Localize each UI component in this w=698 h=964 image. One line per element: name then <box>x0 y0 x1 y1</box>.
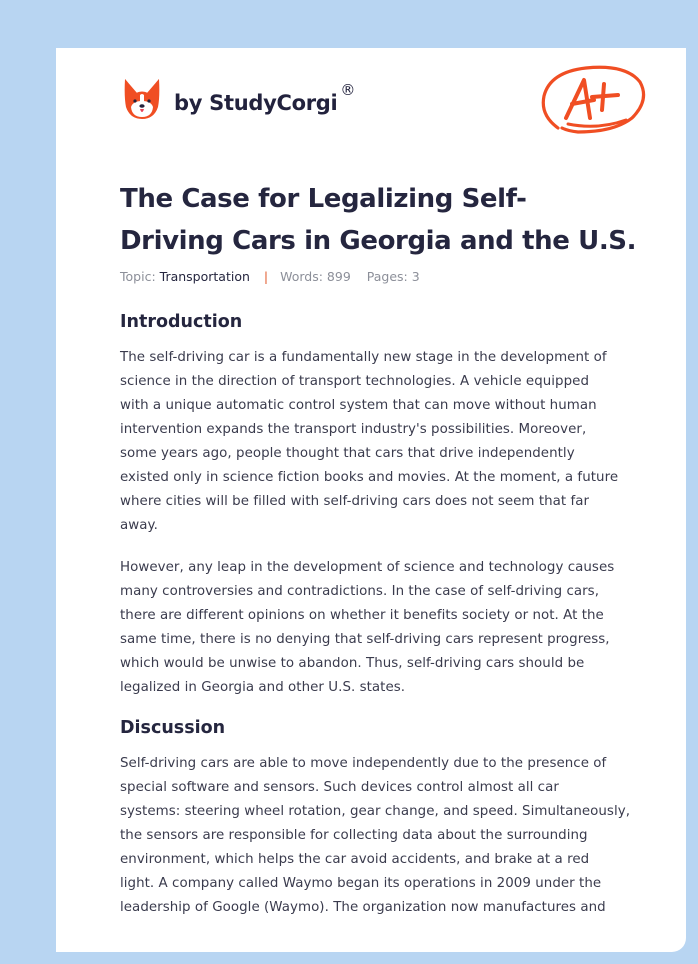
section-heading-discussion: Discussion <box>120 718 226 738</box>
word-count: Words: 899 <box>280 269 351 284</box>
title-line: The Case for Legalizing Self- <box>120 184 527 214</box>
paragraph <box>120 556 640 700</box>
section-heading-introduction: Introduction <box>120 312 243 332</box>
text-line: light. A company called Waymo began its operations in 2009 under the <box>120 876 602 891</box>
document-body <box>120 310 640 920</box>
text-line: many controversies and contradictions. In the case of self-driving cars, <box>120 584 600 599</box>
text-line: special software and sensors. Such devices control almost all car <box>120 780 559 795</box>
text-line: existed only in science fiction books and movies. At the moment, a future <box>120 470 619 485</box>
document-title <box>120 178 660 262</box>
document-card <box>56 48 686 952</box>
corgi-face-icon <box>122 77 162 121</box>
topic-link[interactable]: Transportation <box>159 269 250 284</box>
text-line: legalized in Georgia and other U.S. states. <box>120 680 406 695</box>
a-plus-grade-icon <box>538 60 648 140</box>
text-line: where cities will be filled with self-driving cars does not seem that far <box>120 494 590 509</box>
meta-separator: | <box>263 269 269 284</box>
document-meta <box>120 269 420 284</box>
text-line: environment, which helps the car avoid accidents, and brake at a red <box>120 852 590 867</box>
text-line: The self-driving car is a fundamentally new stage in the development of <box>120 350 607 365</box>
text-line: there are different opinions on whether it benefits society or not. At the <box>120 608 604 623</box>
studycorgi-logo[interactable] <box>122 76 355 122</box>
text-line: Self-driving cars are able to move independently due to the presence of <box>120 756 607 771</box>
paragraph <box>120 346 640 538</box>
text-line: systems: steering wheel rotation, gear change, and speed. Simultaneously, <box>120 804 631 819</box>
text-line: However, any leap in the development of science and technology causes <box>120 560 615 575</box>
registered-mark: ® <box>340 81 356 99</box>
topic-label: Topic: <box>120 269 156 284</box>
text-line: which would be unwise to abandon. Thus, self-driving cars should be <box>120 656 585 671</box>
title-line: Driving Cars in Georgia and the U.S. <box>120 226 637 256</box>
text-line: intervention expands the transport industry's possibilities. Moreover, <box>120 422 587 437</box>
text-line: away. <box>120 518 158 533</box>
brand-name: by StudyCorgi <box>174 91 338 115</box>
page-count: Pages: 3 <box>366 269 420 284</box>
text-line: the sensors are responsible for collecting data about the surrounding <box>120 828 588 843</box>
text-line: leadership of Google (Waymo). The organization now manufactures and <box>120 900 606 915</box>
text-line: science in the direction of transport technologies. A vehicle equipped <box>120 374 589 389</box>
paragraph <box>120 752 640 920</box>
text-line: some years ago, people thought that cars that drive independently <box>120 446 575 461</box>
text-line: with a unique automatic control system that can move without human <box>120 398 597 413</box>
text-line: same time, there is no denying that self-driving cars represent progress, <box>120 632 610 647</box>
